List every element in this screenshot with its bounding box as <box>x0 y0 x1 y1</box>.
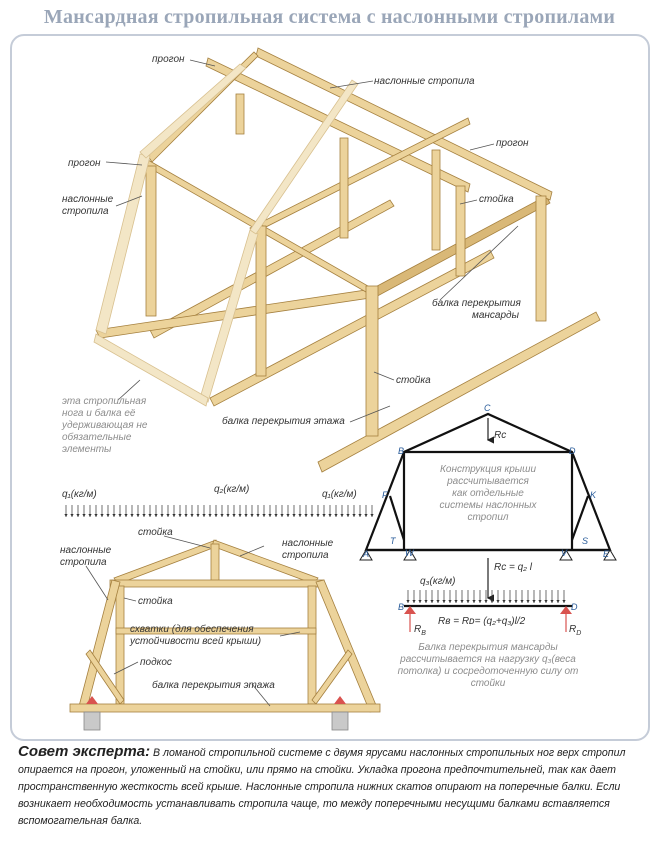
section-label-podkos: подкос <box>140 657 172 668</box>
ridge-purlin-right <box>256 48 552 200</box>
truss-note-3: как отдельные <box>452 488 524 499</box>
load-arrowhead <box>508 600 511 603</box>
load-arrowhead <box>346 514 349 517</box>
label-optional-1: эта стропильная <box>62 396 147 407</box>
load-arrowhead <box>106 514 109 517</box>
section-label-naslonnye-left-1: наслонные <box>60 545 112 556</box>
truss-point-f: F <box>382 490 388 500</box>
load-arrowhead <box>502 600 505 603</box>
load-arrowhead <box>286 514 289 517</box>
load-arrowhead <box>298 514 301 517</box>
floor-beam-front <box>318 312 600 472</box>
label-balka-mansard-1: балка перекрытия <box>432 298 521 309</box>
label-progon-right: прогон <box>496 138 529 149</box>
truss-note-1: Конструкция крыши <box>439 464 537 475</box>
load-arrowhead <box>88 514 91 517</box>
load-arrowhead <box>370 514 373 517</box>
label-naslonnye-top: наслонные стропила <box>374 76 475 87</box>
load-arrowhead <box>454 600 457 603</box>
load-arrowhead <box>442 600 445 603</box>
floor-beam-mid <box>210 250 494 406</box>
load-arrowhead <box>496 600 499 603</box>
load-arrowhead <box>466 600 469 603</box>
load-arrowhead <box>562 600 565 603</box>
load-arrowhead <box>316 514 319 517</box>
load-arrowhead <box>280 514 283 517</box>
section-rafter-top-left <box>114 540 218 584</box>
truss-point-e: E <box>603 549 610 559</box>
beam-q3: q₃(кг/м) <box>420 576 456 587</box>
beam-point-b: B <box>398 602 405 612</box>
section-label-skhvatki-2: устойчивости всей крыши) <box>130 636 262 647</box>
load-arrowhead <box>226 514 229 517</box>
load-arrowhead <box>472 600 475 603</box>
label-optional-2: нога и балка её <box>62 408 136 419</box>
load-arrowhead <box>160 514 163 517</box>
section-label-balka-etazha: балка перекрытия этажа <box>152 680 275 691</box>
load-arrow-row <box>64 505 373 517</box>
beam-point-d: D <box>571 602 578 612</box>
load-arrowhead <box>214 514 217 517</box>
section-post-right <box>308 586 316 704</box>
post-top-left <box>236 94 244 134</box>
load-arrowhead <box>406 600 409 603</box>
load-arrowhead <box>64 514 67 517</box>
expert-advice-heading: Совет эксперта: <box>18 743 151 760</box>
load-arrowhead <box>220 514 223 517</box>
section-label-naslonnye-right-2: стропила <box>282 550 329 561</box>
load-arrowhead <box>364 514 367 517</box>
load-q1-right: q₁(кг/м) <box>322 489 357 500</box>
load-arrowhead <box>256 514 259 517</box>
load-arrowhead <box>292 514 295 517</box>
section-attic-beam <box>110 580 324 587</box>
label-balka-etazha: балка перекрытия этажа <box>222 416 345 427</box>
post-mid-right <box>456 186 465 276</box>
roof-section <box>70 540 380 730</box>
post-back-mid <box>340 138 348 238</box>
load-arrowhead <box>124 514 127 517</box>
load-arrowhead <box>148 514 151 517</box>
truss-point-k: K <box>590 490 597 500</box>
section-label-stoika-top: стойка <box>138 527 173 538</box>
beam-rb: $R_B$ <box>414 624 426 637</box>
beam-note-2: рассчитывается на нагрузку q₃(веса <box>400 654 576 665</box>
load-arrowhead <box>538 600 541 603</box>
label-optional-5: элементы <box>62 444 112 455</box>
truss-point-t: T <box>390 536 396 546</box>
expert-advice-text: В ломаной стропильной системе с двумя ярусами наслонных стропильных ног верх стропил опирается на прогон, уложенный на стойки, или прямо на стойки. Укладка прогона предпочтительней, так как дает пространственную жесткость всей крыше. Наслонные стропила нижних скатов опирают на поперечные балки. Если возникает необходимость устанавливать стропила чаще, то между поперечными несущими балками вставляется вспомогательная балка. <box>18 747 626 827</box>
load-arrowhead <box>196 514 199 517</box>
label-naslonnye-left-2: стропила <box>62 206 109 217</box>
post-left-mid <box>256 226 266 376</box>
section-wall-left <box>84 712 100 730</box>
label-optional-4: обязательные <box>62 432 132 443</box>
load-arrowhead <box>112 514 115 517</box>
load-arrowhead <box>100 514 103 517</box>
load-arrowhead <box>460 600 463 603</box>
beam-formula: Rв = Rᴅ= (q₂+q₃)l/2 <box>438 616 526 627</box>
load-arrowhead <box>202 514 205 517</box>
truss-point-a: A <box>363 549 370 559</box>
load-arrowhead <box>544 600 547 603</box>
load-arrowhead <box>418 600 421 603</box>
load-arrowhead <box>70 514 73 517</box>
beam-rd: $R_D$ <box>569 624 582 637</box>
post-back-right <box>432 150 440 250</box>
truss-point-w: W <box>405 548 414 558</box>
beam-rc-formula: Rc = q₂ l <box>494 562 532 573</box>
load-arrowhead <box>328 514 331 517</box>
load-arrowhead <box>184 514 187 517</box>
load-arrowhead <box>358 514 361 517</box>
truss-note-2: рассчитывается <box>447 476 529 487</box>
load-arrowhead <box>166 514 169 517</box>
load-arrowhead <box>154 514 157 517</box>
load-arrowhead <box>94 514 97 517</box>
beam-note-4: стойки <box>470 678 506 689</box>
load-q1-left: q₁(кг/м) <box>62 489 97 500</box>
load-arrowhead <box>322 514 325 517</box>
load-arrowhead <box>232 514 235 517</box>
load-arrowhead <box>136 514 139 517</box>
optional-rafter-left <box>96 154 150 334</box>
load-arrowhead <box>130 514 133 517</box>
load-arrowhead <box>190 514 193 517</box>
load-arrowhead <box>118 514 121 517</box>
support-right-icon <box>334 696 346 704</box>
page-title: Мансардная стропильная система с наслонными стропилами <box>43 6 616 28</box>
truss-rc: Rc <box>494 430 507 441</box>
section-label-naslonnye-right-1: наслонные <box>282 538 334 549</box>
label-optional-3: удерживающая не <box>62 420 148 431</box>
load-arrowhead <box>244 514 247 517</box>
beam-note-1: Балка перекрытия мансарды <box>418 642 558 653</box>
load-arrowhead <box>352 514 355 517</box>
load-arrowhead <box>304 514 307 517</box>
load-arrowhead <box>514 600 517 603</box>
load-arrowhead <box>238 514 241 517</box>
beam-load-arrows <box>406 590 565 603</box>
load-arrowhead <box>478 600 481 603</box>
load-arrowhead <box>490 600 493 603</box>
load-arrowhead <box>76 514 79 517</box>
load-arrowhead <box>556 600 559 603</box>
truss-note-4: системы наслонных <box>439 500 537 511</box>
truss-point-c: C <box>484 403 491 413</box>
section-label-skhvatki-1: схватки (для обеспечения <box>130 624 254 635</box>
load-arrowhead <box>532 600 535 603</box>
optional-rafter-top <box>140 64 246 158</box>
load-arrowhead <box>412 600 415 603</box>
load-arrowhead <box>424 600 427 603</box>
load-arrowhead <box>430 600 433 603</box>
truss-point-b: B <box>398 446 405 456</box>
section-post-left <box>116 586 124 704</box>
load-arrowhead <box>208 514 211 517</box>
expert-advice <box>18 743 644 830</box>
load-arrowhead <box>172 514 175 517</box>
load-arrows <box>62 484 374 517</box>
post-left <box>146 166 156 316</box>
load-arrowhead <box>274 514 277 517</box>
load-arrowhead <box>550 600 553 603</box>
section-wall-right <box>332 712 348 730</box>
load-arrowhead <box>520 600 523 603</box>
section-rafter-low-right <box>316 580 378 712</box>
beam-note-3: потолка) и сосредоточенную силу от <box>397 666 579 677</box>
load-arrowhead <box>82 514 85 517</box>
load-arrowhead <box>340 514 343 517</box>
label-progon-left: прогон <box>68 158 101 169</box>
load-arrowhead <box>526 600 529 603</box>
truss-point-s: S <box>582 536 589 546</box>
label-naslonnye-left-1: наслонные <box>62 194 114 205</box>
truss-note-5: стропил <box>467 512 509 523</box>
section-brace-right <box>312 650 352 704</box>
label-stoika-right: стойка <box>479 194 514 205</box>
load-arrowhead <box>178 514 181 517</box>
load-arrowhead <box>310 514 313 517</box>
label-balka-mansard-2: мансарды <box>472 310 519 321</box>
section-floor-beam <box>70 704 380 712</box>
truss-point-d: D <box>569 446 576 456</box>
label-stoika-mid: стойка <box>396 375 431 386</box>
load-arrowhead <box>436 600 439 603</box>
load-arrowhead <box>142 514 145 517</box>
load-arrowhead <box>268 514 271 517</box>
truss-point-v: V <box>561 548 568 558</box>
load-arrowhead <box>262 514 265 517</box>
label-progon-top: прогон <box>152 54 185 65</box>
load-arrowhead <box>484 600 487 603</box>
truss-scheme <box>360 414 616 560</box>
post-right <box>536 196 546 321</box>
load-arrowhead <box>250 514 253 517</box>
section-label-stoika-mid: стойка <box>138 596 173 607</box>
load-arrowhead <box>334 514 337 517</box>
frame-3d <box>94 48 600 472</box>
section-label-naslonnye-left-2: стропила <box>60 557 107 568</box>
load-q2: q₂(кг/м) <box>214 484 250 495</box>
load-arrowhead <box>448 600 451 603</box>
